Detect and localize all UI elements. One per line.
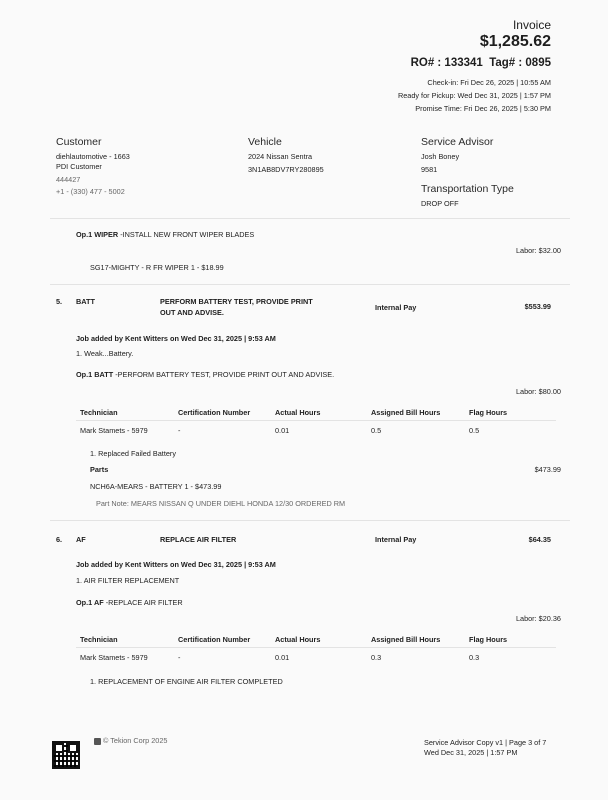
divider (50, 284, 570, 285)
ro-tag-line (411, 57, 551, 69)
tekion-logo-icon (94, 738, 101, 745)
job6-pay-type: Internal Pay (375, 535, 417, 544)
wiper-op-code: Op.1 WIPER (76, 230, 119, 239)
job6-correction: 1. REPLACEMENT OF ENGINE AIR FILTER COMPLETED (90, 677, 283, 686)
job5-td-cert: - (178, 426, 181, 435)
advisor-heading: Service Advisor (421, 136, 494, 148)
job5-td-assigned: 0.5 (371, 426, 382, 435)
job6-labor: Labor: $20.36 (515, 614, 561, 623)
table-divider (76, 647, 556, 648)
job6-op-line (76, 598, 183, 607)
job6-th-flag: Flag Hours (469, 635, 508, 644)
vehicle-vin: 3N1AB8DV7RY280895 (248, 165, 324, 174)
footer-printed: Wed Dec 31, 2025 | 1:57 PM (424, 748, 518, 757)
job6-td-flag: 0.3 (469, 653, 480, 662)
invoice-title: Invoice (512, 18, 551, 32)
job6-concern: 1. AIR FILTER REPLACEMENT (76, 576, 180, 585)
job5-number: 5. (56, 297, 63, 306)
qr-code-icon (52, 741, 80, 769)
job5-code: BATT (76, 297, 95, 306)
job5-correction: 1. Replaced Failed Battery (90, 449, 176, 458)
invoice-total: $1,285.62 (479, 33, 551, 50)
job5-part: NCH6A-MEARS - BATTERY 1 - $473.99 (90, 482, 222, 491)
job6-number: 6. (56, 535, 63, 544)
job5-th-assigned: Assigned Bill Hours (371, 408, 441, 417)
job6-op-code: Op.1 AF (76, 598, 104, 607)
job5-op-line (76, 370, 334, 379)
table-divider (76, 420, 556, 421)
tag-number: Tag# : 0895 (489, 57, 551, 69)
job6-code: AF (76, 535, 86, 544)
job6-added: Job added by Kent Witters on Wed Dec 31, 2025 | 9:53 AM (76, 560, 276, 569)
job6-td-actual: 0.01 (275, 653, 290, 662)
job6-th-actual: Actual Hours (275, 635, 321, 644)
wiper-op-desc: -INSTALL NEW FRONT WIPER BLADES (120, 230, 255, 239)
job5-title-line2: OUT AND ADVISE. (160, 308, 224, 317)
job5-title-line1: PERFORM BATTERY TEST, PROVIDE PRINT (160, 297, 313, 306)
customer-phone: +1 - (330) 477 - 5002 (56, 187, 125, 196)
job5-th-flag: Flag Hours (469, 408, 508, 417)
footer-copyright-text: © Tekion Corp 2025 (103, 736, 168, 745)
job5-labor: Labor: $80.00 (515, 387, 561, 396)
job5-parts-label: Parts (90, 465, 109, 474)
transport-type: DROP OFF (421, 199, 459, 208)
promise-time: Promise Time: Fri Dec 26, 2025 | 5:30 PM (415, 104, 551, 113)
footer-copy-info: Service Advisor Copy v1 | Page 3 of 7 (424, 738, 547, 747)
job6-th-technician: Technician (80, 635, 118, 644)
job5-parts-total: $473.99 (534, 465, 561, 474)
vehicle-model: 2024 Nissan Sentra (248, 152, 313, 161)
job6-td-assigned: 0.3 (371, 653, 382, 662)
job6-amount: $64.35 (528, 535, 551, 544)
divider (50, 520, 570, 521)
job5-pay-type: Internal Pay (375, 303, 417, 312)
wiper-op-line (76, 230, 254, 239)
job5-th-technician: Technician (80, 408, 118, 417)
job6-op-desc: -REPLACE AIR FILTER (105, 598, 183, 607)
job5-concern: 1. Weak...Battery. (76, 349, 134, 358)
job6-title: REPLACE AIR FILTER (160, 535, 237, 544)
job5-th-cert: Certification Number (178, 408, 251, 417)
customer-line1: diehlautomotive - 1663 (56, 152, 130, 161)
job5-td-actual: 0.01 (275, 426, 290, 435)
customer-line2: PDI Customer (56, 162, 102, 171)
job5-added: Job added by Kent Witters on Wed Dec 31, 2025 | 9:53 AM (76, 334, 276, 343)
advisor-name: Josh Boney (421, 152, 460, 161)
advisor-id: 9581 (421, 165, 438, 174)
job5-op-code: Op.1 BATT (76, 370, 114, 379)
wiper-part: SG17-MIGHTY - R FR WIPER 1 - $18.99 (90, 263, 224, 272)
job5-part-note: Part Note: MEARS NISSAN Q UNDER DIEHL HONDA 12/30 ORDERED RM (96, 499, 346, 508)
customer-heading: Customer (56, 136, 102, 148)
divider (50, 218, 570, 219)
job5-op-desc: -PERFORM BATTERY TEST, PROVIDE PRINT OUT AND ADVISE. (115, 370, 335, 379)
vehicle-heading: Vehicle (248, 136, 282, 148)
wiper-labor: Labor: $32.00 (515, 246, 561, 255)
job5-amount: $553.99 (524, 302, 551, 311)
job6-td-technician: Mark Stamets - 5979 (80, 653, 148, 662)
job6-th-cert: Certification Number (178, 635, 251, 644)
ro-number: RO# : 133341 (410, 57, 483, 69)
job6-td-cert: - (178, 653, 181, 662)
transport-heading: Transportation Type (421, 183, 514, 195)
customer-line3: 444427 (56, 175, 81, 184)
job5-td-technician: Mark Stamets - 5979 (80, 426, 148, 435)
job5-td-flag: 0.5 (469, 426, 480, 435)
ready-time: Ready for Pickup: Wed Dec 31, 2025 | 1:57 PM (397, 91, 551, 100)
job6-th-assigned: Assigned Bill Hours (371, 635, 441, 644)
checkin-time: Check-in: Fri Dec 26, 2025 | 10:55 AM (427, 78, 551, 87)
footer-copyright (94, 736, 167, 745)
job5-th-actual: Actual Hours (275, 408, 321, 417)
